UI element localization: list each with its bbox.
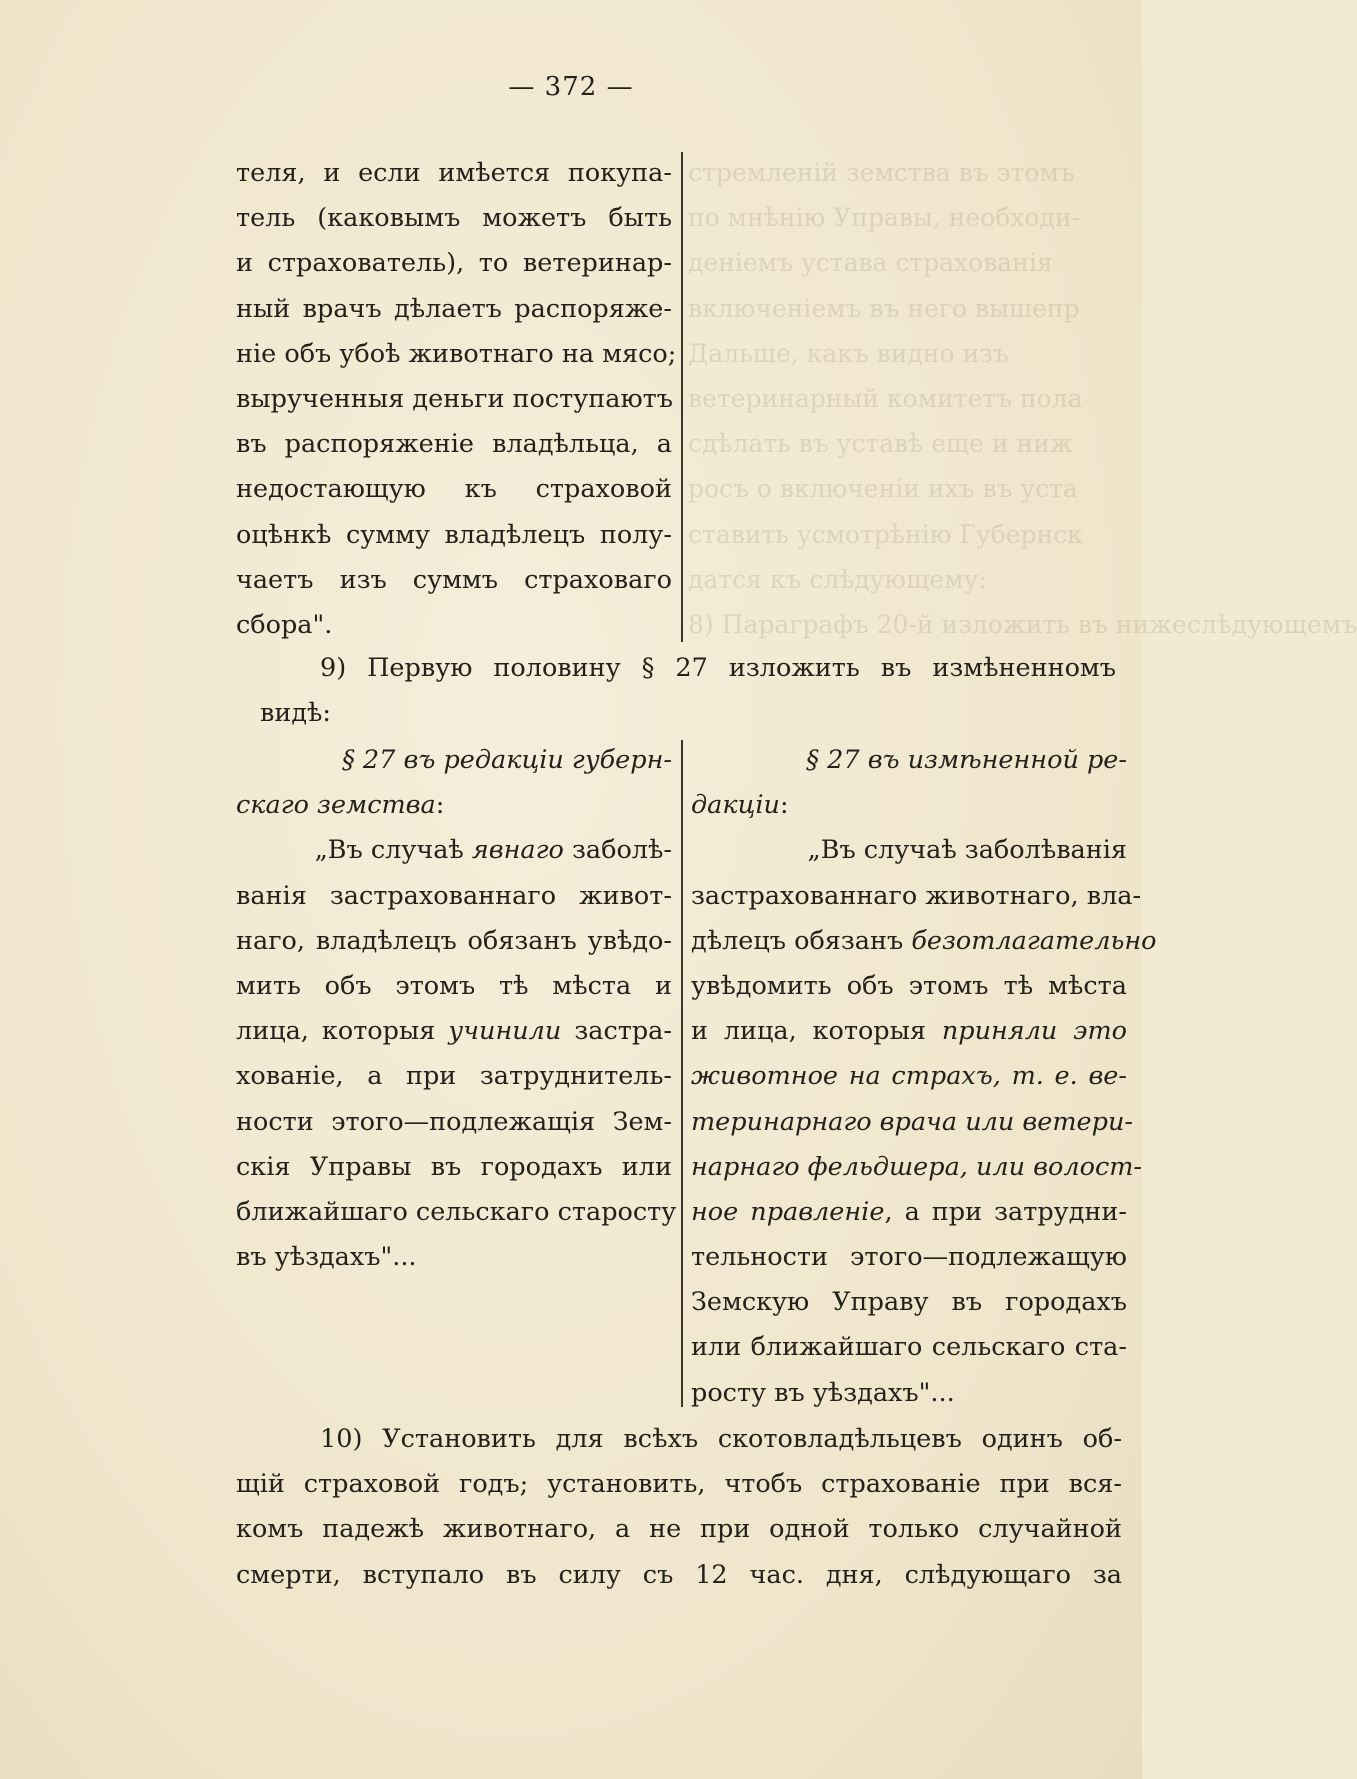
text-line [691,1325,1127,1370]
text-line: сбора". [236,609,333,640]
item-9-line-2: видѣ: [260,698,332,729]
bleed-through-line: 8) Параграфъ 20-й изложить въ нижеслѣдующемъ [688,609,1357,639]
text-line [236,1190,677,1235]
text-line [691,1280,1127,1325]
text-line [236,783,672,828]
text-line [236,919,672,964]
text-segment: застрахованнаго животнаго, вла- [691,880,1142,911]
left-column-paragraph-27 [236,738,677,1280]
page-number: — 372 — [508,72,634,102]
text-segment: „Въ случаѣ [314,835,472,866]
column-divider-top [681,152,683,642]
item-9-word: измѣненномъ [932,653,1116,683]
top-left-column [236,151,677,648]
text-line: въ распоряженіе владѣльца, а [236,429,672,460]
bleed-through-line: деніемъ устава страхованія [688,248,1053,278]
bleed-through-line: Дальше, какъ видно изъ [688,338,1009,368]
italic-text: явнаго [471,835,564,866]
text-segment: ближайшаго сельскаго старосту [236,1196,677,1227]
text-segment: тельности этого—подлежащую [691,1242,1127,1273]
text-segment: наго, владѣлецъ обязанъ увѣдо- [236,925,672,956]
text-segment: заболѣ- [563,835,672,866]
text-line [691,1235,1127,1280]
italic-text: теринарнаго врача или ветери- [691,1106,1133,1137]
item-9-word: § [641,653,655,683]
text-segment: ности этого—подлежащія Зем- [236,1106,672,1137]
text-segment: росту въ уѣздахъ"... [691,1377,955,1408]
item-9-word: 27 [675,653,708,683]
text-line [691,1145,1143,1190]
italic-text: приняли это [941,1016,1127,1047]
text-line [691,828,1127,873]
bleed-through-line: сдѣлать въ уставѣ еще и ниж [688,429,1073,459]
text-line [236,1235,672,1280]
italic-text: скаго земства [236,790,436,821]
text-line [691,1054,1127,1099]
italic-text: нарнаго фельдшера, или волост- [691,1151,1143,1182]
italic-text: ное правленіе [691,1196,885,1227]
text-line [691,964,1127,1009]
italic-text: въ редакціи губерн- [403,745,672,775]
text-line [691,1190,1127,1235]
text-line: ный врачъ дѣлаетъ распоряже- [236,293,672,324]
right-column-paragraph-27 [691,738,1157,1416]
bleed-through-line: стремленій земства въ этомъ [688,158,1075,187]
item-9-word: изложить [728,653,860,683]
column-divider-bottom [681,740,683,1407]
bleed-through-text [688,150,1357,647]
item-9-word: половину [493,653,621,683]
bleed-through-line: по мнѣнію Управы, необходи- [688,203,1080,233]
text-line: щій страховой годъ; установить, чтобъ страхованіе при вся- [236,1469,1122,1500]
text-segment: застра- [561,1016,672,1047]
item-9-paragraph [236,646,1116,736]
item-10-paragraph [236,1417,1122,1598]
bleed-through-line: ветеринарный комитетъ пола [688,383,1083,413]
bleed-through-line: ставить усмотрѣнію Губернск [688,519,1083,549]
text-line [236,874,672,919]
italic-text: учинили [448,1016,562,1047]
text-segment: или ближайшаго сельскаго ста- [691,1332,1127,1363]
text-segment: лица, которыя [236,1016,449,1047]
bleed-through-line: датся къ слѣдующему: [688,564,987,594]
text-segment: „Въ случаѣ заболѣванія [807,835,1127,866]
text-line [236,738,672,783]
text-line [691,874,1142,919]
text-segment: скія Управы въ городахъ или [236,1151,672,1182]
text-segment: , а при затрудни- [884,1196,1127,1227]
italic-text: § 27 [342,745,404,775]
text-segment: увѣдомить объ этомъ тѣ мѣста [691,970,1127,1001]
text-line [236,1145,672,1190]
text-line: и страхователь), то ветеринар- [236,248,672,279]
text-segment: Земскую Управу въ городахъ [691,1287,1127,1318]
text-line: 10) Установить для всѣхъ скотовладѣльцевъ одинъ об- [320,1424,1122,1454]
item-9-word: Первую [367,653,473,683]
text-segment: : [435,790,445,821]
text-line: смерти, вступало въ силу съ 12 час. дня, слѣдующаго за [236,1559,1122,1590]
text-line [691,1371,1127,1416]
text-line: недостающую къ страховой [236,474,672,505]
text-line: комъ падежѣ животнаго, а не при одной только случайной [236,1514,1122,1545]
text-line [236,1054,672,1099]
text-line [236,828,672,873]
text-line: теля, и если имѣется покупа- [236,158,672,188]
italic-text: животное на страхъ, т. е. ве- [691,1061,1127,1092]
text-segment: : [779,790,789,821]
text-line [691,738,1127,783]
bleed-through-line: росъ о включеніи ихъ въ уста [688,474,1078,504]
text-segment: въ уѣздахъ"... [236,1242,417,1273]
text-line [236,1009,672,1054]
italic-text: безотлагательно [911,925,1157,956]
text-segment: мить объ этомъ тѣ мѣста и [236,970,672,1001]
text-line: оцѣнкѣ сумму владѣлецъ полу- [236,519,672,550]
text-line: вырученныя деньги поступаютъ [236,383,674,414]
text-segment: дѣлецъ обязанъ [691,925,912,956]
text-segment: хованіе, а при затруднитель- [236,1061,672,1092]
text-line [236,964,672,1009]
item-9-line-1 [236,646,1116,691]
item-9-word: 9) [320,653,347,683]
text-line: чаетъ изъ суммъ страховаго [236,564,672,595]
text-line: тель (каковымъ можетъ быть [236,203,672,234]
text-line [691,783,1127,828]
text-line [691,919,1157,964]
text-line: ніе объ убоѣ животнаго на мясо; [236,338,677,369]
text-segment: ванія застрахованнаго живот- [236,880,672,911]
text-segment: и лица, которыя [691,1016,942,1047]
text-line [236,1100,672,1145]
text-line [691,1009,1127,1054]
text-line [691,1100,1133,1145]
item-9-word: въ [880,653,912,683]
bleed-through-line: включеніемъ въ него вышепр [688,293,1080,323]
italic-text: дакціи [691,790,780,821]
italic-text: § 27 въ измѣненной ре- [806,745,1127,775]
